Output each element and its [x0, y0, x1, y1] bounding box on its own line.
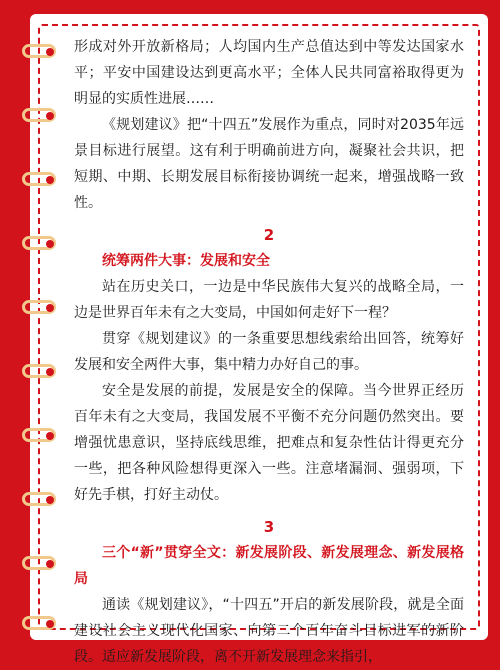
binder-ring-icon	[22, 172, 56, 186]
binder-ring-icon	[22, 300, 56, 314]
article-body	[74, 34, 464, 670]
section-number: 2	[263, 226, 275, 244]
binder-ring-icon	[22, 364, 56, 378]
section-number: 3	[263, 518, 275, 536]
paragraph: 《规划建议》把“十四五”发展作为重点，同时对2035年远景目标进行展望。这有利于明确前进方向，凝聚社会共识，把短期、中期、长期发展目标衔接协调统一起来，增强战略一致性。	[74, 117, 464, 211]
paragraph: 安全是发展的前提，发展是安全的保障。当今世界正经历百年未有之大变局，我国发展不平衡不充分问题仍然突出。要增强忧患意识，坚持底线思维，把难点和复杂性估计得更充分一些，把各种风险想得更深入一些。注意堵漏洞、强弱项，下好先手棋，打好主动仗。	[74, 383, 464, 503]
section-heading: 统筹两件大事：发展和安全	[102, 253, 270, 269]
binder-ring-icon	[22, 108, 56, 122]
binder-ring-icon	[22, 616, 56, 630]
binder-ring-icon	[22, 556, 56, 570]
binder-ring-icon	[22, 428, 56, 442]
paragraph: 贯穿《规划建议》的一条重要思想线索给出回答，统筹好发展和安全两件大事，集中精力办好自己的事。	[74, 331, 464, 373]
paragraph: 站在历史关口，一边是中华民族伟大复兴的战略全局，一边是世界百年未有之大变局，中国如何走好下一程？	[74, 279, 464, 321]
paragraph: 形成对外开放新格局；人均国内生产总值达到中等发达国家水平；平安中国建设达到更高水平；全体人民共同富裕取得更为明显的实质性进展……	[74, 39, 464, 107]
section-heading: 三个“新”贯穿全文：新发展阶段、新发展理念、新发展格局	[74, 545, 464, 587]
paragraph: 通读《规划建议》，“十四五”开启的新发展阶段，就是全面建设社会主义现代化国家、向第二个百年奋斗目标进军的新阶段。适应新发展阶段，离不开新发展理念来指引，	[74, 597, 464, 665]
binder-ring-icon	[22, 44, 56, 58]
binder-ring-icon	[22, 492, 56, 506]
binder-ring-icon	[22, 236, 56, 250]
